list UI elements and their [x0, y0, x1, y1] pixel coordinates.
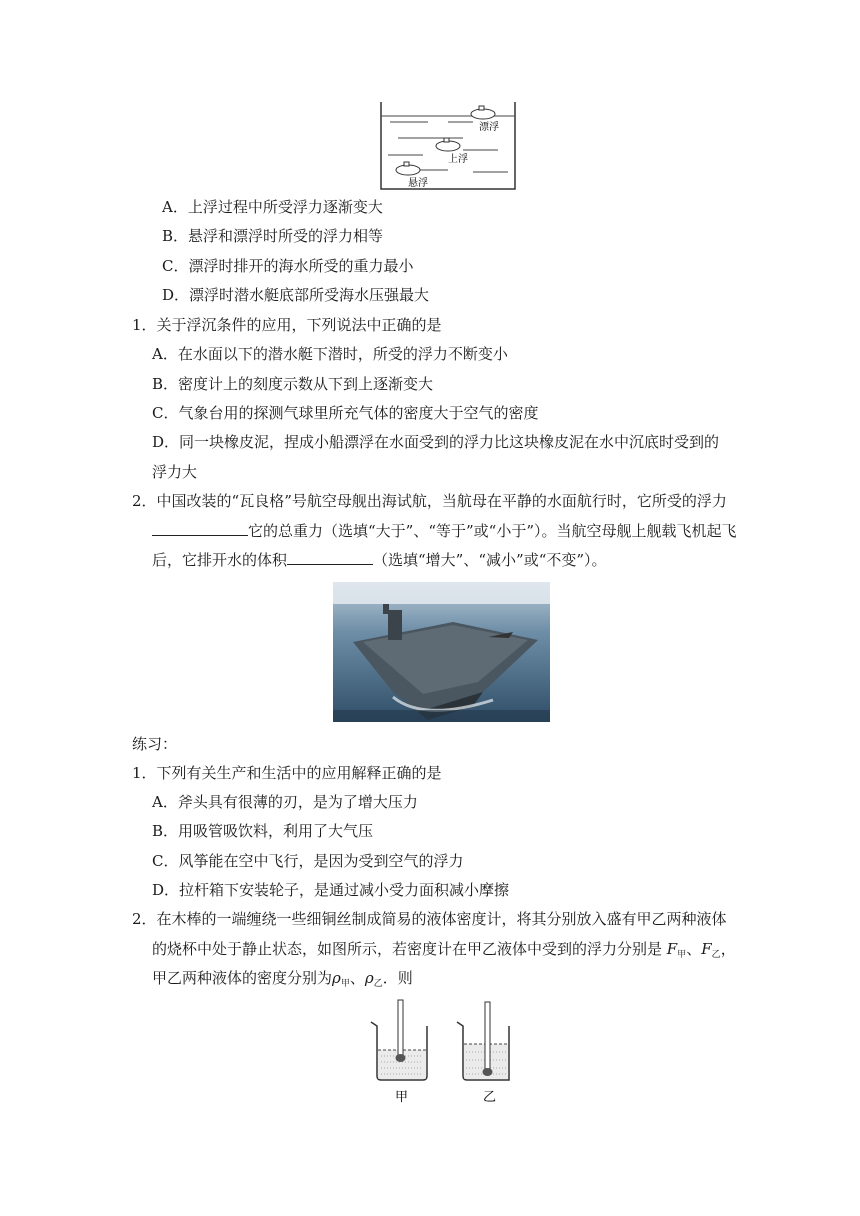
practice-q1-option-c: C．风筝能在空中飞行，是因为受到空气的浮力	[152, 852, 464, 870]
label-rising: 上浮	[448, 154, 468, 165]
force-symbol: F	[701, 940, 712, 958]
force-symbol: F	[666, 940, 678, 958]
q1-option-b: B．密度计上的刻度示数从下到上逐渐变大	[152, 375, 434, 393]
density-symbol: ρ	[364, 969, 374, 987]
practice-heading: 练习：	[132, 735, 178, 753]
q1-option-a: A．在水面以下的潜水艇下潜时，所受的浮力不断变小	[152, 345, 508, 363]
practice-q2-stem-line2-text: 的烧杯中处于静止状态，如图所示，若密度计在甲乙液体中受到的浮力分别是	[152, 940, 663, 958]
label-suspended: 悬浮	[408, 178, 428, 189]
q0-option-a: A．上浮过程中所受浮力逐渐变大	[162, 198, 383, 216]
practice-q2-stem-line3-a: 甲乙两种液体的密度分别为	[152, 969, 333, 987]
q2-stem-line1: 2．中国改装的“瓦良格”号航空母舰出海试航，当航母在平静的水面航行时，它所受的浮力	[132, 492, 727, 510]
comma: ，	[720, 940, 736, 958]
aircraft-carrier-photo	[333, 582, 550, 722]
practice-q2-stem-line3-b: ．则	[382, 969, 413, 987]
subscript-yi: 乙	[711, 950, 721, 960]
practice-q2-stem-line1: 2．在木棒的一端缠绕一些细铜丝制成简易的液体密度计，将其分别放入盛有甲乙两种液体	[132, 910, 727, 928]
q0-option-c: C．漂浮时排开的海水所受的重力最小	[162, 257, 414, 275]
q1-option-c: C．气象台用的探测气球里所充气体的密度大于空气的密度	[152, 404, 539, 422]
subscript-jia: 甲	[677, 950, 687, 960]
label-floating: 漂浮	[479, 122, 499, 133]
q1-option-d-cont: 浮力大	[152, 463, 198, 481]
practice-q1-option-a: A．斧头具有很薄的刃，是为了增大压力	[152, 793, 418, 811]
q1-option-d: D．同一块橡皮泥，捏成小船漂浮在水面受到的浮力比这块橡皮泥在水中沉底时受到的	[152, 433, 720, 451]
separator: 、	[349, 969, 365, 987]
answer-blank-2[interactable]	[287, 550, 373, 565]
practice-q1-option-d: D．拉杆箱下安装轮子，是通过减小受力面积减小摩擦	[152, 881, 510, 899]
hydrometer-beakers-figure	[365, 998, 515, 1108]
q2-stem-line3	[152, 550, 607, 570]
submarine-figure	[378, 100, 518, 192]
label-jia: 甲	[395, 1090, 409, 1105]
q0-option-d: D．漂浮时潜水艇底部所受海水压强最大	[162, 286, 430, 304]
q1-stem: 1．关于浮沉条件的应用，下列说法中正确的是	[132, 316, 442, 334]
separator: 、	[686, 940, 702, 958]
q2-stem-line2-text: 它的总重力（选填“大于”、“等于”或“小于”）。当航空母舰上舰载飞机起飞	[248, 522, 737, 540]
practice-q2-stem-line3	[152, 968, 413, 994]
q2-stem-line2	[152, 521, 737, 541]
subscript-yi: 乙	[373, 979, 383, 989]
practice-q2-stem-line2	[152, 939, 736, 965]
subscript-jia: 甲	[340, 979, 350, 989]
practice-q1-option-b: B．用吸管吸饮料，利用了大气压	[152, 822, 374, 840]
q0-option-b: B．悬浮和漂浮时所受的浮力相等	[162, 227, 384, 245]
practice-q1-stem: 1．下列有关生产和生活中的应用解释正确的是	[132, 764, 442, 782]
q2-stem-line3-b: （选填“增大”、“减小”或“不变”）。	[373, 551, 607, 569]
q2-stem-line3-a: 后，它排开水的体积	[152, 551, 288, 569]
label-yi: 乙	[483, 1090, 497, 1105]
density-symbol: ρ	[332, 969, 341, 987]
answer-blank-1[interactable]	[152, 521, 248, 536]
